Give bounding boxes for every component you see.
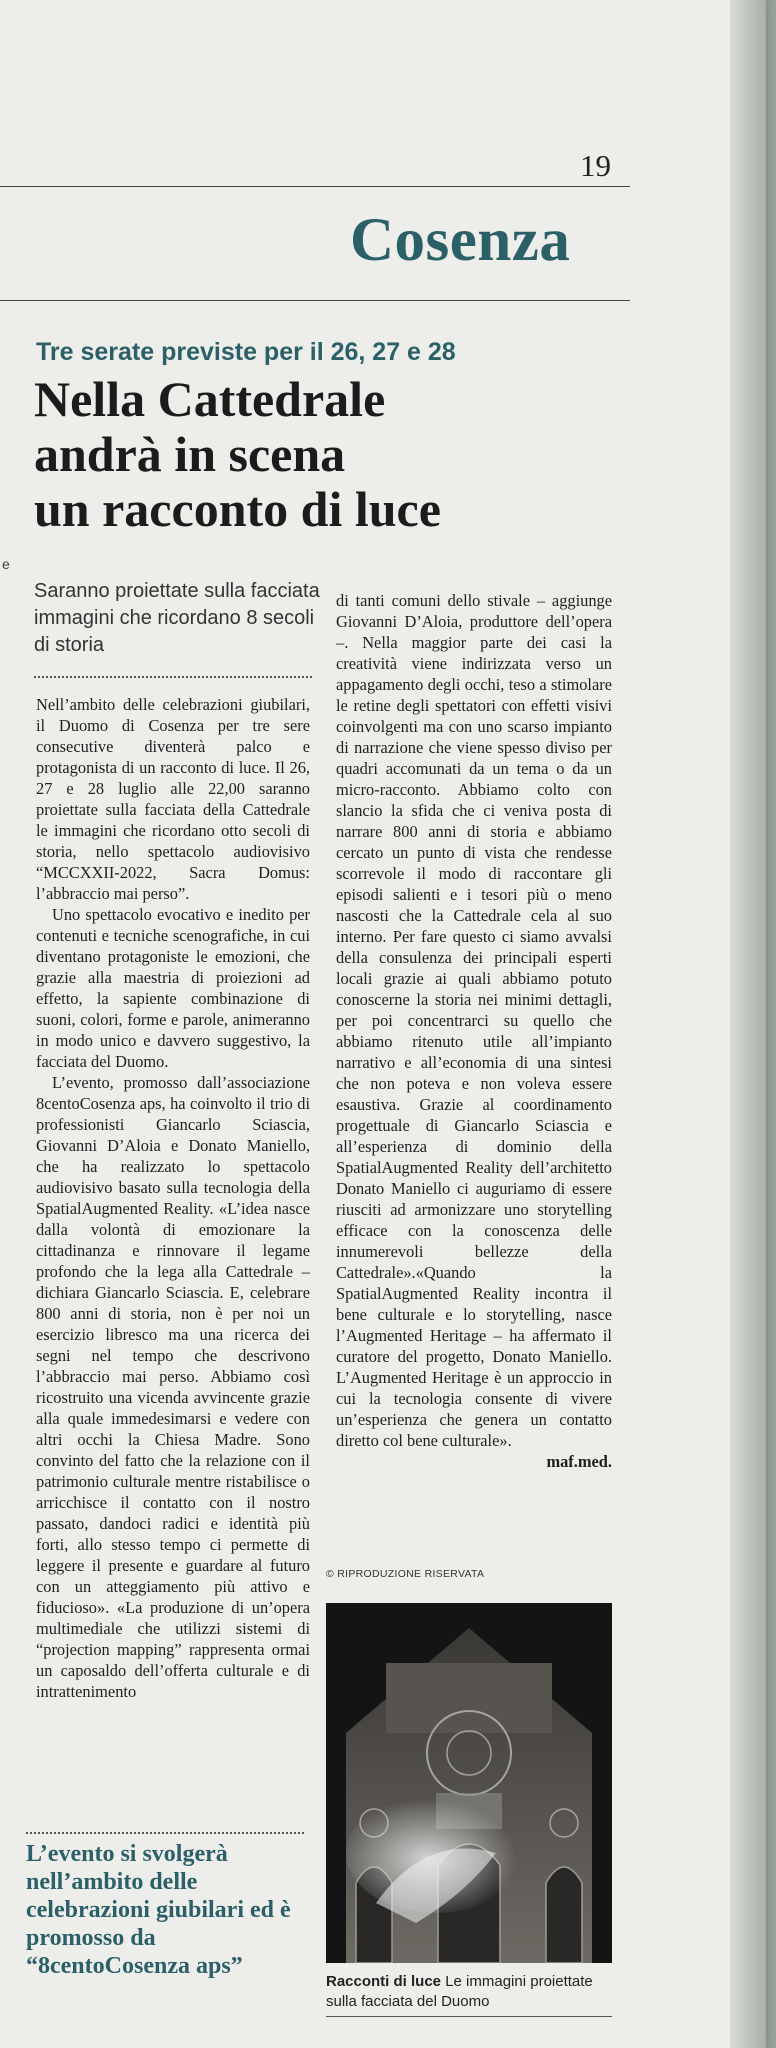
section-rule bbox=[0, 300, 630, 301]
cathedral-photo bbox=[326, 1603, 612, 1963]
headline-line: andrà in scena bbox=[34, 426, 346, 482]
article-kicker: Tre serate previste per il 26, 27 e 28 bbox=[36, 338, 456, 366]
section-title: Cosenza bbox=[350, 207, 571, 274]
pullquote-divider bbox=[26, 1832, 304, 1834]
deck-divider bbox=[34, 676, 312, 678]
left-edge-fragment: e bbox=[2, 556, 10, 572]
pullquote: L’evento si svolgerà nell’ambito delle celebrazioni giubilari ed è promosso da “8centoCosenza aps” bbox=[26, 1841, 291, 1979]
photo-caption bbox=[326, 1972, 626, 2012]
article-headline bbox=[34, 372, 574, 537]
article-column-2 bbox=[336, 590, 612, 1472]
header-rule bbox=[0, 186, 630, 187]
author-signature: maf.med. bbox=[546, 1452, 612, 1471]
caption-title: Racconti di luce bbox=[326, 1973, 442, 1990]
paragraph: di tanti comuni dello stivale – aggiunge Giovanni D’Aloia, produttore dell’opera –. Nella maggior parte dei casi la creatività viene indirizzata verso un appagamento degli occhi, teso a stimolare le retine degli spettatori con effetti visivi coinvolgenti ma con uno scarso impianto di narrazione che viene spesso diviso per quadri accomunati da un tema o da un micro-racconto. Abbiamo colto con slancio la sfida che ci veniva posta di narrare 800 anni di storia e abbiamo cercato un punto di vista che rendesse scorrevole il modo di raccontare gli episodi salienti e i tesori più o meno nascosti che la Cattedrale cela al suo interno. Per fare questo ci siamo avvalsi della consulenza dei principali esperti locali grazie ai quali abbiamo potuto conoscerne la storia nei minimi dettagli, per poi concentrarci su quello che abbiamo ritenuto utile all’impianto narrativo e all’economia di una sintesi che non poteva e non voleva essere esaustiva. Grazie al coordinamento progettuale di Giancarlo Sciascia e all’esperienza di dominio della SpatialAugmented Reality dell’architetto Donato Maniello ci auguriamo di essere riusciti ad armonizzare uno storytelling efficace con la conoscenza delle innumerevoli bellezze della Cattedrale».«Quando la SpatialAugmented Reality incontra il bene culturale e lo storytelling, nasce l’Augmented Heritage – ha affermato il curatore del progetto, Donato Maniello. L’Augmented Heritage è un approccio in cui la tecnologia consente di vivere un’esperienza che genera un contatto diretto col bene culturale». bbox=[336, 591, 612, 1450]
headline-line: un racconto di luce bbox=[34, 481, 441, 537]
reproduction-notice: © RIPRODUZIONE RISERVATA bbox=[326, 1568, 485, 1580]
page-fold-shadow bbox=[730, 0, 766, 2048]
paragraph: L’evento, promosso dall’associazione 8centoCosenza aps, ha coinvolto il trio di professionisti Giancarlo Sciascia, Giovanni D’Aloia e Donato Maniello, che ha realizzato lo spettacolo audiovisivo basato sulla tecnologia della SpatialAugmented Reality. «L’idea nasce dalla volontà di emozionare la cittadinanza e rinnovare il legame profondo che la lega alla Cattedrale – dichiara Giancarlo Sciascia. E, celebrare 800 anni di storia, non è per noi un esercizio libresco ma una ricerca dei segni nel tempo che descrivono l’abbraccio mai perso. Abbiamo così ricostruito una vicenda avvincente grazie alla quale immedesimarsi e vedere con altri occhi la Chiesa Madre. Sono convinto del fatto che la relazione con il patrimonio culturale mentre ristabilisce o arricchisce il contatto con il nostro passato, dandoci radici e identità più forti, allo stesso tempo ci permette di leggere il presente e guardare al futuro con un atteggiamento più attivo e fiducioso». «La produzione di un’opera multimediale che utilizzi sistemi di “projection mapping” rappresenta ormai un caposaldo dell’offerta culturale e di intrattenimento bbox=[36, 1073, 310, 1701]
caption-text: Le immagini proiettate sulla facciata del Duomo bbox=[326, 1973, 593, 2010]
paragraph: Nell’ambito delle celebrazioni giubilari, il Duomo di Cosenza per tre sere consecutive diventerà palco e protagonista di un racconto di luce. Il 26, 27 e 28 luglio alle 22,00 saranno proiettate sulla facciata della Cattedrale le immagini che ricordano otto secoli di storia, nello spettacolo audiovisivo “MCCXXII-2022, Sacra Domus: l’abbraccio mai perso”. bbox=[36, 695, 310, 903]
headline-line: Nella Cattedrale bbox=[34, 371, 386, 427]
caption-rule bbox=[326, 2016, 612, 2017]
article-deck: Saranno proiettate sulla facciata immagini che ricordano 8 secoli di storia bbox=[34, 580, 320, 656]
cathedral-facade-image bbox=[326, 1603, 612, 1963]
page-number: 19 bbox=[580, 148, 611, 183]
paragraph: Uno spettacolo evocativo e inedito per contenuti e tecniche scenografiche, in cui diventano protagoniste le emozioni, che grazie alla maestria di proiezioni ad effetto, la sapiente combinazione di suoni, colori, forme e parole, animeranno in modo unico e davvero suggestivo, la facciata del Duomo. bbox=[36, 905, 310, 1071]
article-column-1 bbox=[36, 694, 310, 1702]
